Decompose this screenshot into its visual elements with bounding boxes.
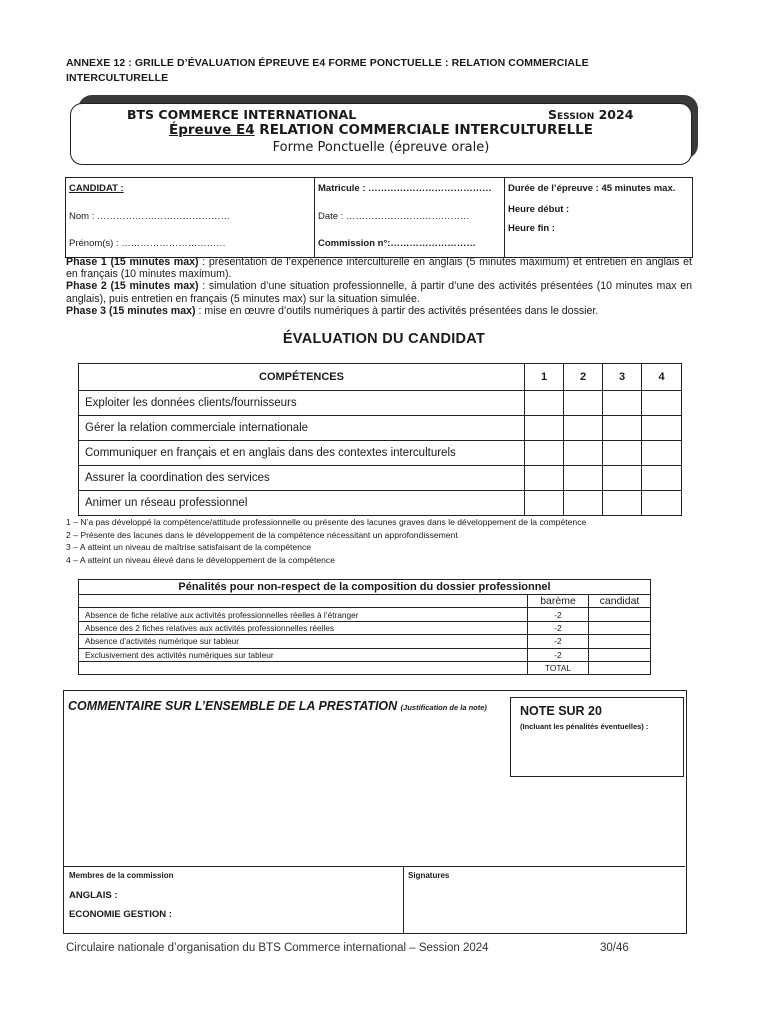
legend-item: 3 – A atteint un niveau de maîtrise satisfaisant de la compétence (66, 542, 312, 553)
grade-cell[interactable] (564, 416, 603, 441)
level-1-header: 1 (525, 364, 564, 391)
table-row (79, 391, 682, 416)
bareme-value: -2 (528, 648, 589, 661)
header-box (70, 103, 692, 165)
table-row (79, 608, 651, 621)
grade-cell[interactable] (525, 441, 564, 466)
level-3-header: 3 (603, 364, 642, 391)
candidat-header: candidat (589, 595, 651, 608)
grade-cell[interactable] (603, 391, 642, 416)
bareme-value: -2 (528, 621, 589, 634)
date-field[interactable]: Date : ………………………………… (318, 211, 470, 222)
commentaire-note: (Justification de la note) (400, 703, 487, 712)
grade-cell[interactable] (603, 491, 642, 516)
legend-item: 4 – A atteint un niveau élevé dans le développement de la compétence (66, 554, 335, 565)
grade-cell[interactable] (642, 441, 682, 466)
competence-label: Gérer la relation commerciale internationale (79, 416, 525, 441)
candidate-table (65, 177, 693, 258)
penalite-label: Absence d’activités numérique sur tableur (79, 635, 528, 648)
table-row (79, 635, 651, 648)
note-subtitle: (Incluant les pénalités éventuelles) : (520, 722, 649, 731)
evaluation-title: ÉVALUATION DU CANDIDAT (282, 331, 486, 347)
divider (403, 867, 404, 933)
grade-cell[interactable] (642, 466, 682, 491)
competence-label: Exploiter les données clients/fournisseurs (79, 391, 525, 416)
program-name: BTS COMMERCE INTERNATIONAL (127, 107, 357, 122)
epreuve-code: Épreuve E4 (169, 122, 255, 138)
grade-cell[interactable] (603, 416, 642, 441)
competences-table (78, 363, 682, 516)
penalite-label: Exclusivement des activités numériques sur tableur (79, 648, 528, 661)
penalites-title: Pénalités pour non-respect de la composition du dossier professionnel (79, 580, 651, 595)
legend-item: 2 – Présente des lacunes dans le développement de la compétence nécessitant un approfondissement (66, 529, 458, 540)
total-cell[interactable] (589, 661, 651, 674)
level-4-header: 4 (642, 364, 682, 391)
grade-cell[interactable] (603, 441, 642, 466)
economie-field[interactable]: ECONOMIE GESTION : (69, 909, 172, 920)
grade-cell[interactable] (525, 466, 564, 491)
candidat-label: CANDIDAT : (69, 183, 124, 194)
candidat-cell[interactable] (589, 635, 651, 648)
duree-label: Durée de l’épreuve : 45 minutes max. (508, 183, 676, 194)
phase-2: Phase 2 (15 minutes max) : simulation d’une situation professionnelle, à partir d’une des activités présentées (10 minutes max en anglais), puis entretien en français (5 minutes max) sur la situation simulée. (66, 280, 692, 305)
table-row (79, 466, 682, 491)
bareme-value: -2 (528, 608, 589, 621)
anglais-field[interactable]: ANGLAIS : (69, 890, 118, 901)
grade-cell[interactable] (564, 391, 603, 416)
grade-cell[interactable] (603, 466, 642, 491)
heure-fin-field[interactable]: Heure fin : (508, 223, 555, 234)
table-row (79, 416, 682, 441)
epreuve-name: RELATION COMMERCIALE INTERCULTURELLE (259, 122, 593, 138)
page-number: 30/46 (600, 942, 629, 954)
phase-3: Phase 3 (15 minutes max) : mise en œuvre d’outils numériques à partir des activités présentées dans le dossier. (66, 304, 599, 317)
grade-cell[interactable] (564, 491, 603, 516)
legend-item: 1 – N’a pas développé la compétence/attitude professionnelle ou présente des lacunes graves dans le développement de la compétence (66, 517, 587, 527)
grade-cell[interactable] (564, 441, 603, 466)
footer-text: Circulaire nationale d’organisation du BTS Commerce international – Session 2024 (66, 942, 489, 954)
nom-field[interactable]: Nom : …………………………………… (69, 211, 230, 222)
epreuve-subtitle: Forme Ponctuelle (épreuve orale) (272, 140, 490, 155)
competences-header: COMPÉTENCES (79, 364, 525, 391)
bareme-value: -2 (528, 635, 589, 648)
competence-label: Assurer la coordination des services (79, 466, 525, 491)
grade-cell[interactable] (564, 466, 603, 491)
grade-cell[interactable] (642, 416, 682, 441)
grade-cell[interactable] (642, 491, 682, 516)
table-row (79, 491, 682, 516)
candidat-cell[interactable] (589, 608, 651, 621)
grade-cell[interactable] (642, 391, 682, 416)
session-label: Session (548, 107, 595, 122)
annexe-title: ANNEXE 12 : GRILLE D’ÉVALUATION ÉPREUVE E4 FORME PONCTUELLE : RELATION COMMERCIALE INTERCULTURELLE (66, 57, 589, 84)
signatures-label: Signatures (408, 871, 450, 880)
membres-section (63, 866, 685, 933)
prenom-field[interactable]: Prénom(s) : …………………………… (69, 238, 226, 249)
commentaire-title: COMMENTAIRE SUR L’ENSEMBLE DE LA PRESTATION (Justification de la note) (68, 699, 487, 713)
competence-label: Animer un réseau professionnel (79, 491, 525, 516)
grade-legend (66, 516, 586, 566)
penalite-label: Absence de fiche relative aux activités professionnelles réelles à l’étranger (79, 608, 528, 621)
note-title: NOTE SUR 20 (520, 704, 602, 718)
membres-label: Membres de la commission (69, 871, 174, 880)
epreuve-title (71, 122, 691, 138)
table-row (79, 621, 651, 634)
grade-cell[interactable] (525, 491, 564, 516)
matricule-field[interactable]: Matricule : ………………………………… (318, 183, 492, 194)
grade-cell[interactable] (525, 416, 564, 441)
candidat-cell[interactable] (589, 621, 651, 634)
grade-cell[interactable] (525, 391, 564, 416)
bareme-header: barème (528, 595, 589, 608)
table-row (79, 441, 682, 466)
competence-label: Communiquer en français et en anglais dans des contextes interculturels (79, 441, 525, 466)
total-label: TOTAL (528, 661, 589, 674)
level-2-header: 2 (564, 364, 603, 391)
note-box[interactable] (510, 697, 684, 777)
table-row (79, 648, 651, 661)
session (548, 107, 633, 122)
penalites-table (78, 579, 651, 675)
penalite-label: Absence des 2 fiches relatives aux activités professionnelles réelles (79, 621, 528, 634)
phase-1: Phase 1 (15 minutes max) : présentation de l’expérience interculturelle en anglais (5 minutes maximum) et entretien en anglais et en français (10 minutes maximum). (66, 256, 692, 281)
heure-debut-field[interactable]: Heure début : (508, 204, 570, 215)
commission-field[interactable]: Commission n°:……………………… (318, 238, 476, 249)
session-year: 2024 (598, 107, 634, 122)
phases-text (66, 256, 692, 317)
candidat-cell[interactable] (589, 648, 651, 661)
